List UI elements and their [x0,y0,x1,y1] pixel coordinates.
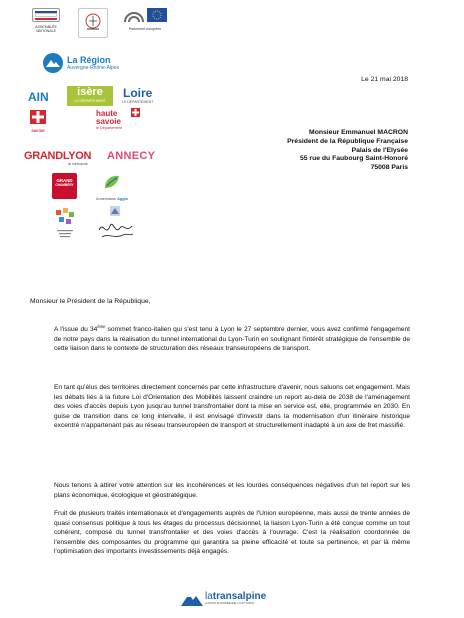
parlement-europeen-logo [121,8,169,40]
loire-logo [122,86,153,104]
grandlyon-logo [24,150,91,166]
paragraph-1-sup: ème [97,323,106,329]
parliament-hemicycle-icon [123,8,145,24]
haute-savoie-cross-icon [131,108,140,117]
annecy-logo: ANNECY [107,150,156,162]
grand-chambery-line1: GRAND [56,178,73,183]
paragraph-1-rest: sommet franco-italien qui s'est tenu à Lyon le 27 septembre dernier, vous avez confirmé l'engagement de notre pays dans la réalisation du tunnel international du Lyon-Turin en soulignant l'intérêt stratégique de l'ensemble de cette liaison dans le contexte de structuration des réseaux transeuropéens de transport. [54,326,410,353]
grand-chambery-line2: CHAMBÉRY [55,183,74,187]
region-mountain-icon [42,52,64,74]
haute-savoie-line1: haute [96,109,118,118]
haute-savoie-line3: le Département [96,126,122,130]
senat-logo [78,8,108,38]
letter-date: Le 21 mai 2018 [361,76,408,83]
assemblee-label-1: ASSEMBLÉE [35,25,57,29]
annemasse-agglo-logo [92,172,132,202]
parlement-label: Parlement européen [128,27,162,31]
haute-savoie-line2: savoie [96,117,121,126]
pays-de-maurienne-signature-icon [96,204,136,244]
intercommunality-emblem-icon [54,206,76,240]
senat-emblem-icon [79,9,107,37]
transalpine-logo [181,592,266,606]
recipient-city: 75008 Paris [370,164,408,172]
transalpine-brand-b: transalpine [212,591,267,603]
haute-savoie-logo [96,110,122,130]
paragraph-1 [54,325,410,354]
savoie-name: SAVOIE [31,129,45,133]
transalpine-mountain-icon [181,592,203,606]
annemasse-name: Annemasse [96,197,117,201]
isere-name: isère [77,86,103,98]
grandlyon-name: GRANDLYON [24,150,92,162]
isere-subtitle: LE DÉPARTEMENT [74,99,106,103]
grand-chambery-logo [52,173,77,199]
salutation: Monsieur le Président de la République, [30,298,151,305]
transalpine-tagline: LIAISON EUROPÉENNE LYON-TURIN [205,601,255,606]
recipient-street: 55 rue du Faubourg Saint-Honoré [299,155,408,163]
isere-logo [67,86,113,106]
paragraph-4: Fruit de plusieurs traités internationaux et d'engagements auprès de l'Union européenne, mais aussi de trente années de quasi consensus politique à tous les étages du processus décisionnel, la liaison Lyon-Turin a été conçue comme un tout cohérent, composé du tunnel transfrontalier et des voies d'accès à l'ouvrage. C'est la réalisation coordonnée de l'ensemble des composantes du programme qui garantira sa pleine efficacité et toute sa pertinence, et par là même l'optimisation des importants investissements déjà engagés. [54,510,410,556]
savoie-cross-icon [30,110,46,124]
recipient-name: Monsieur Emmanuel MACRON [309,129,408,136]
grandlyon-subtitle: la métropole [68,162,88,166]
region-name: La Région [67,55,111,65]
transalpine-brand-a: la [205,591,213,603]
assemblee-nationale-logo [28,8,64,40]
annemasse-agglo: Agglo [117,197,128,201]
loire-name: Loire [123,86,153,100]
recipient-palace: Palais de l'Elysée [351,146,408,154]
paragraph-3: Nous tenons à attirer votre attention sur les incohérences et les lourdes conséquences négatives d'un tel report sur les plans économique, écologique et géostratégique. [54,482,410,499]
assemblee-label-2: NATIONALE [35,29,57,33]
ain-logo: AIN [28,90,49,104]
loire-subtitle: LE DÉPARTEMENT [122,100,154,104]
paragraph-1-start: A l'issue du 34 [54,326,98,333]
region-subtitle: Auvergne-Rhône-Alpes [67,65,119,71]
savoie-logo [27,110,49,133]
region-logo [42,52,119,74]
paragraph-2: En tant qu'élus des territoires directement concernés par cette infrastructure d'avenir, nous saluons cet engagement. Mais les débats liés à la future Loi d'Orientation des Mobilités laissent craindre un report au-delà de 2038 de l'aménagement des voies d'accès depuis Lyon jusqu'au tunnel transfrontalier dont la mise en service est, elle, programmée en 2030. En guise de transition dans ce long intervalle, il est envisagé d'investir dans la modernisation d'un itinéraire historique excentré n'appartenant pas au réseau transeuropéen de transport et structurellement inadapté à un axe de fret massifié. [54,384,410,430]
annemasse-leaf-icon [101,172,123,192]
eu-flag-icon [147,8,167,22]
recipient-title: Président de la République Française [287,137,408,145]
recipient-address [287,129,408,173]
